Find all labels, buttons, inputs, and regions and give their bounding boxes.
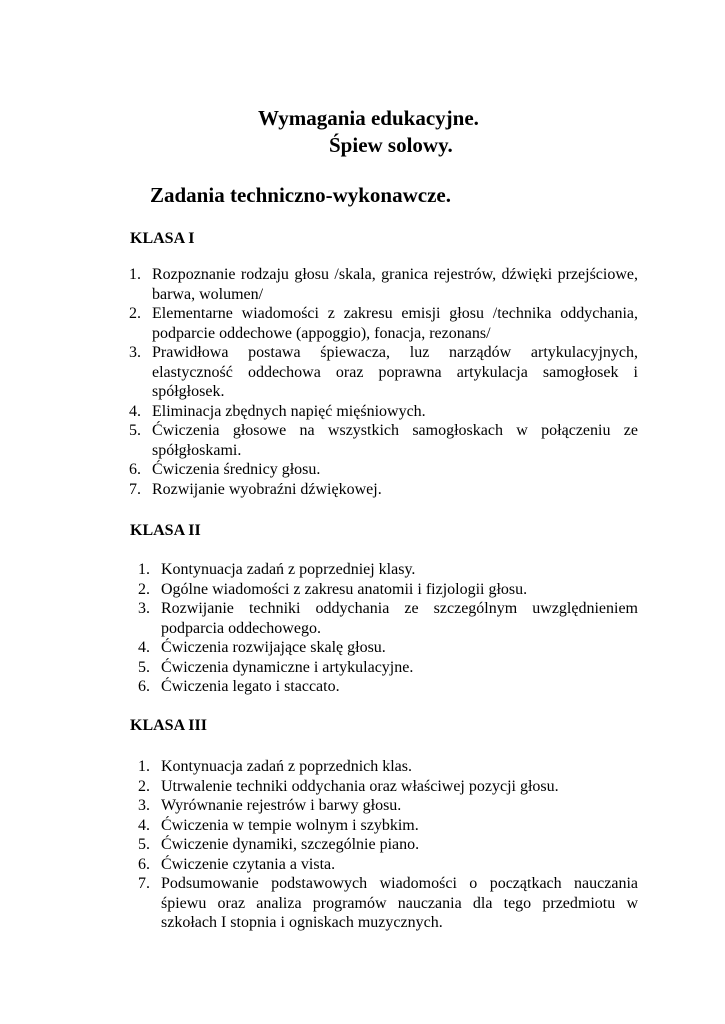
list-item — [129, 402, 638, 422]
list-item-text: Kontynuacja zadań z poprzednich klas. — [161, 758, 413, 775]
list-item-number: 4. — [138, 639, 150, 656]
list-item-text: Kontynuacja zadań z poprzedniej klasy. — [161, 561, 416, 578]
list-item — [129, 343, 638, 402]
list-item-number: 5. — [138, 658, 150, 676]
list-item — [129, 265, 638, 304]
list-item-number: 7. — [129, 480, 141, 498]
list-item-text: Ćwiczenia dynamiczne i artykulacyjne. — [161, 658, 414, 676]
section-list-klasa-3 — [138, 757, 638, 933]
list-item — [138, 777, 638, 797]
list-item-text: Podsumowanie podstawowych wiadomości o początkach nauczania śpiewu oraz analiza programów nauczania dla tego przedmiotu w szkołach I stopnia i ogniskach muzycznych. — [161, 875, 638, 931]
list-item-number: 6. — [138, 855, 150, 873]
list-item-text: Ćwiczenie dynamiki, szczególnie piano. — [161, 836, 420, 853]
section-list-klasa-1 — [129, 265, 638, 499]
list-item-text: Prawidłowa postawa śpiewacza, luz narządów artykulacyjnych, elastyczność oddechowa oraz poprawna artykulacja samogłosek i spółgłosek. — [152, 344, 638, 400]
list-item-number: 1. — [138, 561, 150, 578]
list-item-number: 3. — [138, 600, 150, 617]
list-item — [129, 480, 638, 500]
list-item — [129, 421, 638, 460]
list-item-number: 5. — [129, 422, 141, 439]
document-subtitle: Zadania techniczno-wykonawcze. — [150, 183, 451, 207]
list-item — [138, 757, 638, 777]
list-item-number: 3. — [138, 797, 150, 814]
list-item-text: Rozpoznanie rodzaju głosu /skala, granica rejestrów, dźwięki przejściowe, barwa, wolumen/ — [152, 266, 638, 303]
list-item-text: Wyrównanie rejestrów i barwy głosu. — [161, 797, 402, 814]
document-title-line-2: Śpiew solowy. — [329, 133, 453, 157]
list-item — [138, 855, 638, 875]
list-item-text: Utrwalenie techniki oddychania oraz właściwej pozycji głosu. — [161, 777, 559, 795]
section-heading-klasa-2: KLASA II — [130, 522, 201, 539]
list-item-number: 2. — [129, 305, 141, 322]
list-item — [138, 658, 638, 678]
list-item-number: 7. — [138, 875, 150, 892]
list-item-number: 1. — [129, 266, 141, 283]
list-item-number: 6. — [138, 678, 150, 695]
list-item-number: 1. — [138, 758, 150, 775]
section-heading-klasa-3: KLASA III — [130, 717, 207, 734]
list-item-text: Ćwiczenia średnicy głosu. — [152, 461, 321, 478]
list-item-text: Eliminacja zbędnych napięć mięśniowych. — [152, 402, 426, 420]
list-item-text: Ćwiczenia głosowe na wszystkich samogłoskach w połączeniu ze spółgłoskami. — [152, 422, 638, 459]
document-title-line-1: Wymagania edukacyjne. — [258, 106, 479, 130]
list-item — [138, 835, 638, 855]
list-item-text: Rozwijanie techniki oddychania ze szczególnym uwzględnieniem podparcia oddechowego. — [161, 600, 638, 637]
list-item-text: Rozwijanie wyobraźni dźwiękowej. — [152, 480, 382, 498]
list-item-number: 6. — [129, 461, 141, 478]
list-item-number: 3. — [129, 344, 141, 361]
list-item-number: 2. — [138, 777, 150, 795]
list-item-text: Ćwiczenia legato i staccato. — [161, 678, 340, 695]
list-item — [129, 460, 638, 480]
list-item-number: 2. — [138, 580, 150, 598]
list-item — [138, 560, 638, 580]
list-item — [138, 796, 638, 816]
list-item — [129, 304, 638, 343]
list-item-text: Ogólne wiadomości z zakresu anatomii i fizjologii głosu. — [161, 580, 528, 598]
list-item-text: Ćwiczenie czytania a vista. — [161, 855, 336, 873]
list-item-text: Ćwiczenia rozwijające skalę głosu. — [161, 639, 386, 656]
list-item — [138, 816, 638, 836]
list-item-text: Elementarne wiadomości z zakresu emisji głosu /technika oddychania, podparcie oddechowe (appoggio), fonacja, rezonans/ — [152, 305, 638, 342]
section-heading-klasa-1: KLASA I — [130, 230, 195, 247]
list-item — [138, 874, 638, 933]
list-item-text: Ćwiczenia w tempie wolnym i szybkim. — [161, 816, 419, 834]
section-list-klasa-2 — [138, 560, 638, 697]
list-item-number: 4. — [129, 402, 141, 420]
list-item — [138, 638, 638, 658]
list-item-number: 4. — [138, 816, 150, 834]
list-item — [138, 599, 638, 638]
list-item-number: 5. — [138, 836, 150, 853]
list-item — [138, 677, 638, 697]
list-item — [138, 580, 638, 600]
